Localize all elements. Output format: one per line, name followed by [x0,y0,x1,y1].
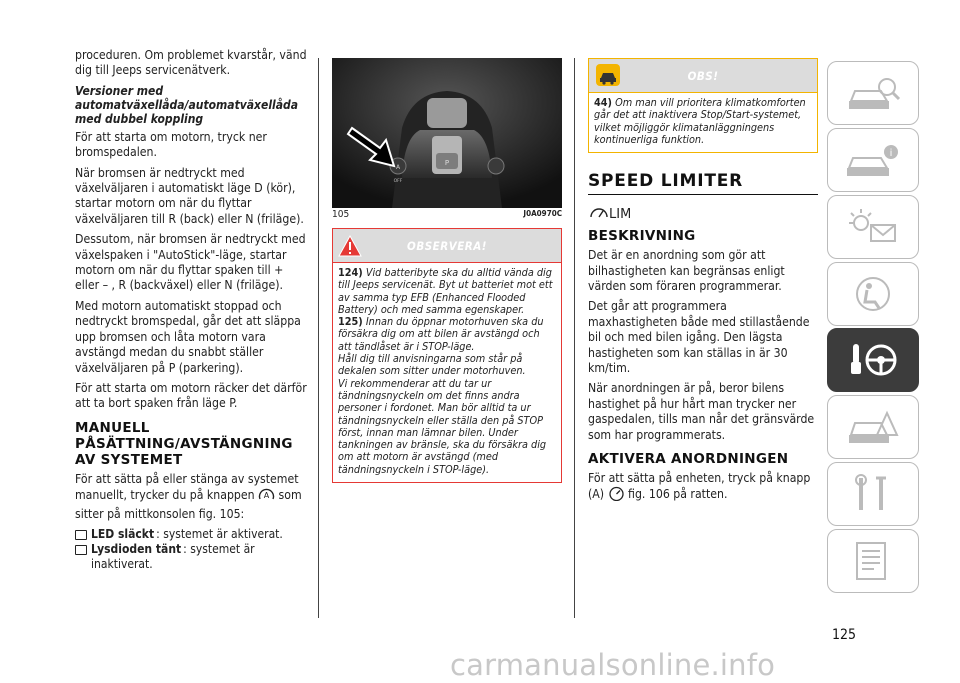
paragraph: Med motorn automatiskt stoppad och nedtryckt bromspedal, går det att släppa upp bromsen och låta motorn vara avstängd medan du snabbt ställer växelväljaren på P (parkering). [75,298,301,375]
warning-note-body [333,263,561,482]
activate-text-a: För att sätta på enheten, tryck på knapp (A) [588,471,811,502]
figure-105-photo [332,58,562,208]
note-text: Vid batteribyte ska du alltid vända dig till Jeeps servicenät. Byt ut batteriet mot ett av samma typ EFB (Enhanced Flooded Battery) och med samma egenskaper. [338,266,553,316]
column-divider [318,58,319,618]
square-bullet-icon [75,545,87,555]
bullet-label: Lysdioden tänt [91,541,182,556]
note-number: 44) [594,96,612,109]
specs-list-icon [843,539,903,583]
heading-beskrivning: BESKRIVNING [588,228,696,245]
bullet-text: : systemet är aktiverat. [156,526,283,541]
watermark: carmanualsonline.info [450,648,776,682]
warning-note-title: OBSERVERA! [407,239,487,253]
paragraph: För att starta om motorn räcker det därför att ta bort spaken från läge P. [75,380,307,411]
speed-limiter-icon [588,200,818,226]
paragraph-activate [588,471,818,506]
note-text: Håll dig till anvisningarna som står på dekalen som sitter under motorhuven. [338,352,526,378]
paragraph-manual [75,472,307,522]
obs-item-44 [594,97,812,146]
figure-number: 105 [332,209,350,220]
bullet-label: LED släckt [91,526,155,541]
manual-text-a: För att sätta på eller stänga av systemet manuellt, trycker du på knappen [75,471,299,503]
note-item-125 [338,316,556,353]
figure-code: J0A0970C [523,209,562,218]
warning-lights-icon [843,205,903,249]
heading-aktivera: AKTIVERA ANORDNINGEN [588,451,789,468]
paragraph: Det är en anordning som gör att bilhastigheten kan begränsas enligt värden som föraren programmerar. [588,248,785,293]
car-info-icon [843,138,903,182]
column-divider [574,58,575,618]
note-text: Vi rekommenderar att du tar ur tändningsnyckeln om det finns andra personer i fordonet. Man bör alltid ta ur tändningsnyckeln eller ställa den på STOP först, innan man lämnar bilen. Under tankningen av bränsle, ska du försäkra dig om att motorn är avstängd (med tändningsnyckeln i STOP-läge). [338,376,547,476]
manual-text-b: som sitter på mittkonsolen fig. 105: [75,488,302,521]
paragraph: För att starta om motorn, tryck ner bromspedalen. [75,129,267,160]
subheading-automatic-versions: Versioner med automatväxellåda/automatväxellåda med dubbel koppling [75,83,299,126]
svg-text:i: i [889,148,893,159]
obs-note-title: OBS! [687,69,719,83]
list-item-led-on [75,542,307,572]
sidebar-tab-car-crash[interactable] [827,395,919,459]
warning-note-box [332,228,562,483]
section-heading-manual: MANUELL PÅSÄTTNING/AVSTÄNGNING AV SYSTEMET [75,419,293,468]
activate-text-b: fig. 106 på ratten. [628,487,728,502]
warning-note-header [333,229,561,263]
bullet-text: : systemet är inaktiverat. [91,541,255,571]
sidebar-tab-specs[interactable] [827,529,919,593]
column-right [588,58,818,511]
note-text: Om man vill prioritera klimatkomforten går det att inaktivera Stop/Start-systemet, vilket möjliggör klimatanläggningens kontinuerliga funktion. [594,96,806,146]
obs-note-body [589,93,817,152]
paragraph: Det går att programmera maxhastigheten både med stillastående bil och med bilen igång. Den lägsta hastigheten som kan ställas in är 30 km/tim. [588,299,810,376]
sidebar-tab-tools[interactable] [827,462,919,526]
seat-person-icon [843,272,903,316]
car-search-icon [843,71,903,115]
column-middle [332,48,562,483]
section-title-speed-limiter: SPEED LIMITER [588,171,818,195]
svg-text:P: P [444,159,450,167]
sidebar-tab-car-search[interactable] [827,61,919,125]
tools-icon [843,472,903,516]
column-left [75,48,307,572]
car-crash-icon [843,405,903,449]
paragraph: Dessutom, när bromsen är nedtryckt med växelspaken i "AutoStick"-läge, startar motorn om när du flyttar spaken till + eller – , R (backväxel) eller N (friläge). [75,232,306,293]
key-steering-wheel-icon [843,338,903,382]
note-item-124 [338,267,556,316]
note-number: 125) [338,315,363,329]
sidebar-tab-seat-person[interactable] [827,262,919,326]
sidebar-tab-key-steering-active[interactable] [827,328,919,392]
paragraph: När anordningen är på, beror bilens hastighet på hur hårt man trycker ner gaspedalen, tills man når det gränsvärde som har programmerats. [588,381,815,442]
note-number: 124) [338,266,363,279]
figure-caption [332,209,562,220]
paragraph: När bromsen är nedtryckt med växelväljaren i automatiskt läge D (kör), startar motorn om när du flyttar växelväljaren till R (back) eller N (friläge). [75,165,304,226]
svg-text:LIM: LIM [609,207,630,223]
square-bullet-icon [75,530,87,540]
speedometer-button-icon [608,486,625,505]
photo-button-off-label: OFF [393,179,403,184]
svg-text:A: A [395,164,401,171]
list-item-led-off [75,527,307,542]
svg-text:A: A [263,491,270,501]
auto-stop-button-icon [258,487,275,506]
sidebar-tab-warning-lights[interactable] [827,195,919,259]
obs-note-box [588,58,818,153]
sidebar-tab-car-info[interactable] [827,128,919,192]
page-number: 125 [832,627,857,643]
note-text: Innan du öppnar motorhuven ska du försäkra dig om att bilen är avstängd och att tändlåset är i STOP-läge. [338,315,544,353]
obs-note-header [589,59,817,93]
paragraph: proceduren. Om problemet kvarstår, vänd dig till Jeeps servicenätverk. [75,48,307,78]
